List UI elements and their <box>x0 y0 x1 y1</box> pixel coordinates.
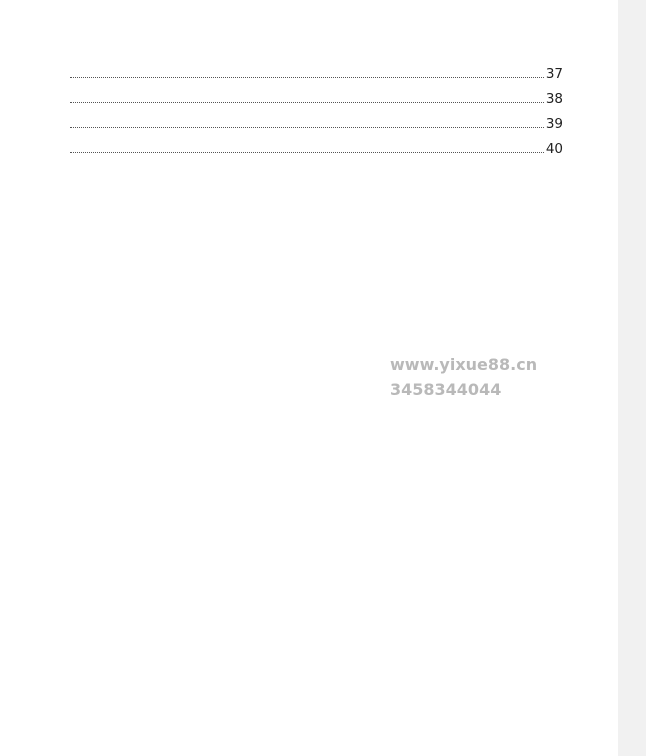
body-line <box>74 582 594 607</box>
body-line <box>74 319 594 344</box>
watermark-line: 3458344044 <box>390 380 502 399</box>
body-line <box>74 507 594 532</box>
section-heading <box>74 636 594 670</box>
toc-leader-dots <box>70 127 544 128</box>
section-heading <box>74 423 594 457</box>
body-line <box>74 532 594 557</box>
watermark <box>390 352 640 402</box>
toc-entry[interactable] <box>68 91 563 116</box>
toc-leader-dots <box>70 102 544 103</box>
section-heading <box>74 283 594 317</box>
watermark-line: www.yixue88.cn <box>390 355 538 374</box>
body-line <box>74 720 594 745</box>
toc-entry-page: 37 <box>545 66 563 82</box>
toc-leader-dots <box>70 77 544 78</box>
body-line <box>74 607 594 632</box>
body-line <box>74 482 594 507</box>
body-line <box>74 695 594 720</box>
table-of-contents <box>68 66 563 166</box>
body-line <box>74 557 594 582</box>
toc-entry[interactable] <box>68 66 563 91</box>
toc-leader-dots <box>70 152 544 153</box>
toc-entry-page: 38 <box>545 91 563 107</box>
toc-entry[interactable] <box>68 141 563 166</box>
toc-entry-page: 40 <box>545 141 563 157</box>
body-line <box>74 457 594 482</box>
toc-entry[interactable] <box>68 116 563 141</box>
body-line <box>74 670 594 695</box>
toc-entry-page: 39 <box>545 116 563 132</box>
